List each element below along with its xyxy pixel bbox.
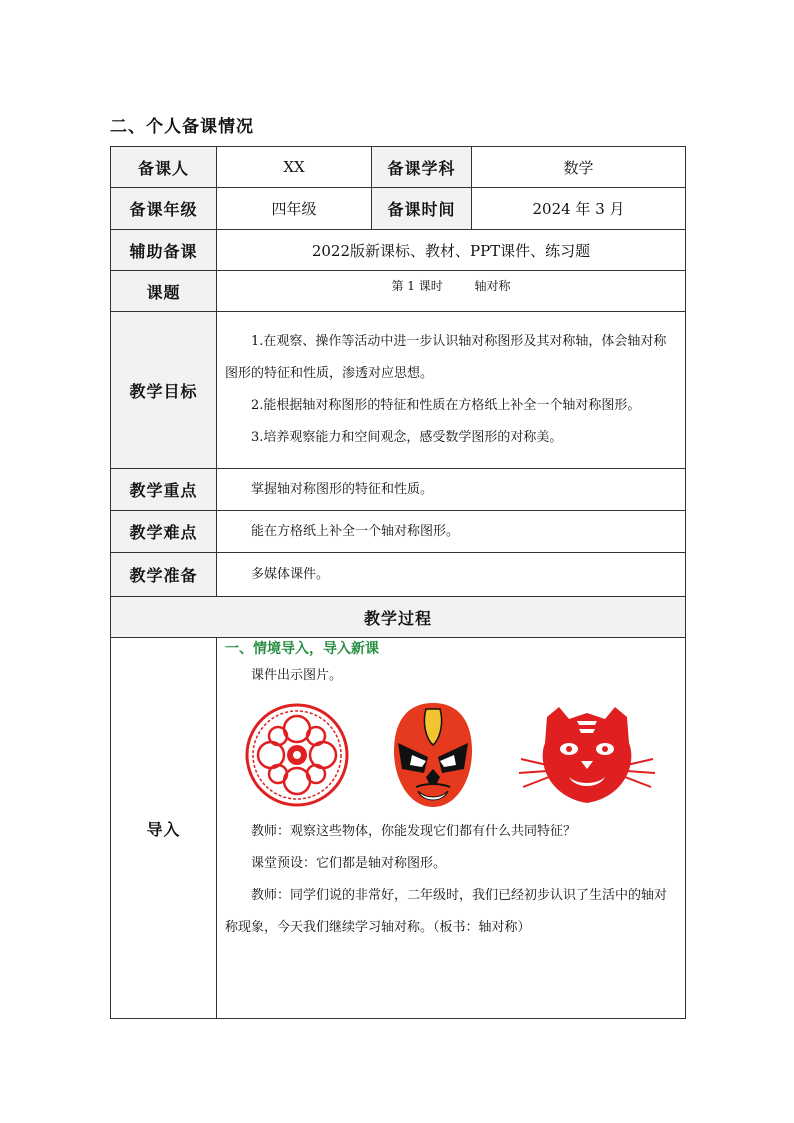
table-row — [111, 597, 686, 638]
table-row — [111, 511, 686, 553]
topic-label: 课题 — [111, 271, 217, 312]
goal-item: 1.在观察、操作等活动中进一步认识轴对称图形及其对称轴，体会轴对称图形的特征和性质，渗透对应思想。 — [225, 334, 667, 381]
tiger-papercut-image — [517, 703, 657, 807]
intro-content — [217, 638, 686, 1019]
topic-lesson: 第 1 课时 — [391, 279, 443, 293]
section-title: 二、个人备课情况 — [110, 117, 254, 137]
goals-label: 教学目标 — [111, 312, 217, 469]
subject-value: 数学 — [472, 147, 686, 188]
intro-text: 教师：观察这些物体，你能发现它们都有什么共同特征？ — [251, 824, 577, 839]
goals-content — [217, 312, 686, 469]
papercut-rosette-image — [245, 703, 349, 807]
intro-text: 课件出示图片。 — [251, 668, 343, 683]
preparer-label: 备课人 — [111, 147, 217, 188]
table-row — [111, 271, 686, 312]
table-row — [111, 312, 686, 469]
intro-label: 导入 — [111, 638, 217, 1019]
table-row — [111, 147, 686, 188]
difficulty-text: 能在方格纸上补全一个轴对称图形。 — [251, 523, 460, 539]
goal-item: 2.能根据轴对称图形的特征和性质在方格纸上补全一个轴对称图形。 — [251, 398, 641, 413]
table-row — [111, 638, 686, 1019]
time-value: 2024 年 3 月 — [472, 188, 686, 230]
table-row — [111, 188, 686, 230]
key-label: 教学重点 — [111, 469, 217, 511]
subject-label: 备课学科 — [372, 147, 472, 188]
key-text: 掌握轴对称图形的特征和性质。 — [251, 481, 434, 497]
table-row — [111, 230, 686, 271]
key-value — [217, 469, 686, 511]
image-row — [225, 700, 677, 810]
grade-label: 备课年级 — [111, 188, 217, 230]
intro-text: 教师：同学们说的非常好，二年级时，我们已经初步认识了生活中的轴对称现象，今天我们继续学习轴对称。（板书：轴对称） — [225, 888, 668, 935]
aux-value: 2022版新课标、教材、PPT课件、练习题 — [217, 230, 686, 271]
intro-heading: 一、情境导入，导入新课 — [225, 641, 379, 657]
table-row — [111, 469, 686, 511]
topic-value — [217, 271, 686, 312]
intro-text: 课堂预设：它们都是轴对称图形。 — [251, 856, 447, 871]
process-title: 教学过程 — [111, 597, 686, 638]
difficulty-value — [217, 511, 686, 553]
opera-mask-image — [388, 699, 478, 811]
time-label: 备课时间 — [372, 188, 472, 230]
lesson-plan-table — [110, 146, 686, 1019]
prep-value — [217, 553, 686, 597]
difficulty-label: 教学难点 — [111, 511, 217, 553]
goal-item: 3.培养观察能力和空间观念，感受数学图形的对称美。 — [251, 430, 563, 445]
prep-text: 多媒体课件。 — [251, 566, 330, 582]
prep-label: 教学准备 — [111, 553, 217, 597]
topic-name: 轴对称 — [474, 279, 511, 293]
preparer-value: XX — [217, 147, 372, 188]
table-row — [111, 553, 686, 597]
grade-value: 四年级 — [217, 188, 372, 230]
aux-label: 辅助备课 — [111, 230, 217, 271]
